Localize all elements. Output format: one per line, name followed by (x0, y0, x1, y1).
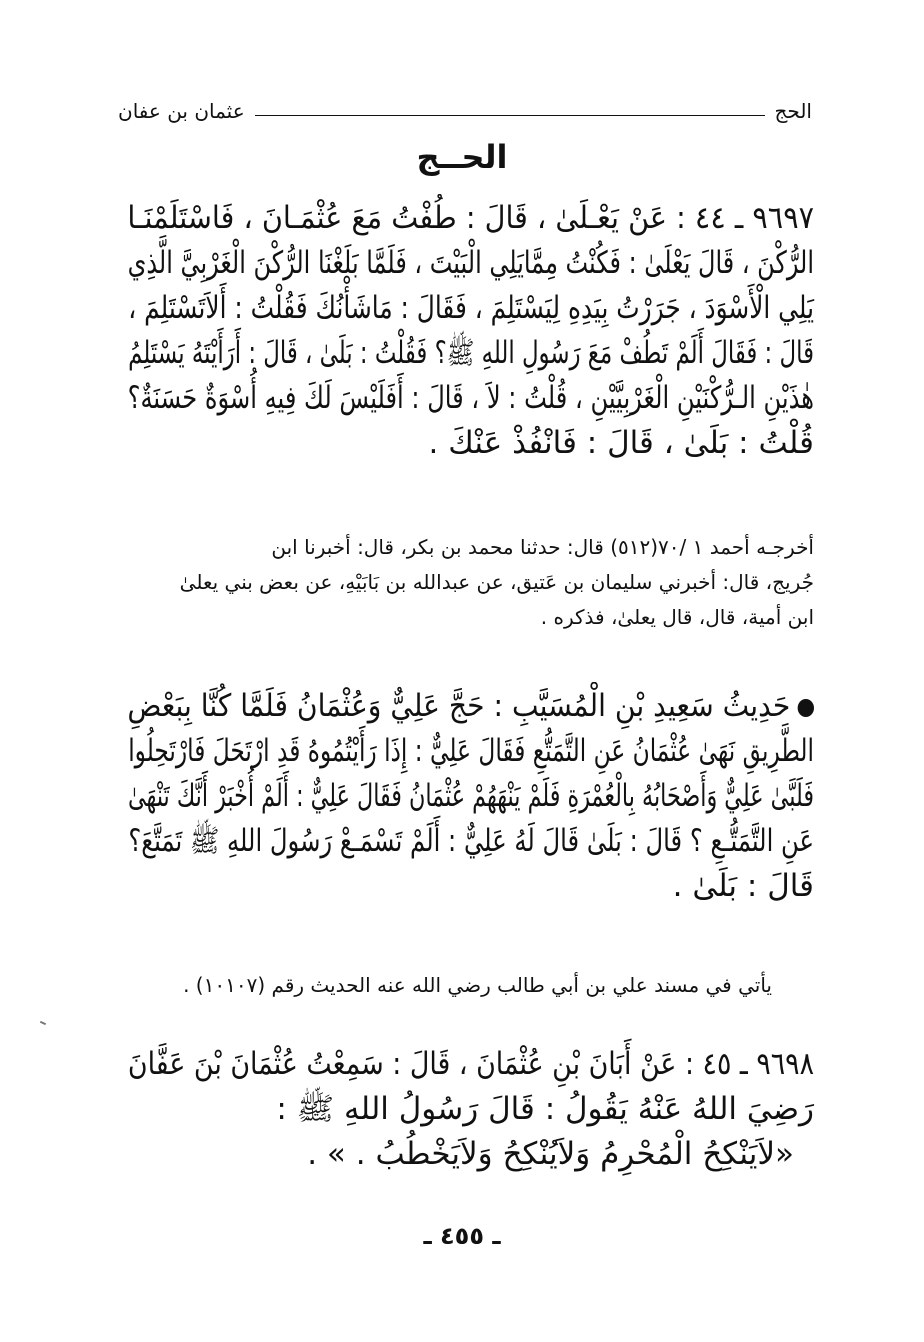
bullet-icon (798, 699, 814, 717)
chapter-title: الحــج (416, 138, 508, 176)
note-line: أخرجـه أحمد ١ /٧٠(٥١٢) قال: حدثنا محمد بن بكر، قال: أخبرنا ابن (271, 535, 814, 559)
hadith-line: الطَّرِيقِ نَهَىٰ عُثْمَانُ عَنِ التَّمَتُّعِ فَقَالَ عَلِيٌّ : إِذَا رَأَيْتُمُوهُ قَدِ ارْتَحَلَ فَارْتَحِلُوا (128, 733, 814, 769)
hadith-line-text: حَدِيثُ سَعِيدِ بْنِ الْمُسَيَّبِ : حَجَّ عَلِيٌّ وَعُثْمَانُ فَلَمَّا كُنَّا بِبَعْضِ (127, 688, 791, 724)
hadith-saeed (128, 684, 814, 909)
header-book-title: عثمان بن عفان (118, 99, 245, 123)
cross-reference-note (128, 968, 772, 1003)
takhrij-note (128, 530, 814, 635)
hadith-line: قَالَ : فَقَالَ أَلَمْ تَطُفْ مَعَ رَسُولِ اللهِ ﷺ؟ فَقُلْتُ : بَلَىٰ ، قَالَ : أَرَأَيْتَهُ يَسْتَلِمُ (128, 335, 814, 371)
hadith-line: «لاَيَنْكِحُ الْمُحْرِمُ وَلاَيُنْكِحُ وَلاَيَخْطُبُ . » . (307, 1136, 794, 1172)
hadith-line: قَالَ : بَلَىٰ . (672, 868, 814, 904)
hadith-line: ٩٦٩٨ ـ ٤٥ : عَنْ أَبَانَ بْنِ عُثْمَانَ ، قَالَ : سَمِعْتُ عُثْمَانَ بْنَ عَفَّانَ (127, 1046, 814, 1082)
hadith-line (127, 684, 814, 729)
header-section-title: الحج (774, 99, 812, 123)
hadith-line: قُلْتُ : بَلَىٰ ، قَالَ : فَانْفُذْ عَنْكَ . (428, 425, 814, 461)
hadith-9698 (128, 1042, 814, 1177)
hadith-line: الرُّكْنَ ، قَالَ يَعْلَىٰ : فَكُنْتُ مِمَّايَلِي الْبَيْتَ ، فَلَمَّا بَلَغْنَا الرُّكْنَ الْغَرْبِيَّ الَّذِي (127, 245, 814, 281)
hadith-line: رَضِيَ اللهُ عَنْهُ يَقُولُ : قَالَ رَسُولُ اللهِ ﷺ : (276, 1091, 814, 1127)
header-rule (255, 115, 765, 116)
note-line: ابن أمية، قال، قال يعلىٰ، فذكره . (540, 605, 814, 629)
hadith-line: هٰذَيْنِ الـرُّكْنَيْنِ الْغَرْبِيَّيْنِ ، قُلْتُ : لاَ ، قَالَ : أَفَلَيْسَ لَكَ فِيهِ أُسْوَةٌ حَسَنَةٌ؟ (127, 380, 815, 416)
hadith-9697 (128, 196, 814, 466)
note-line: جُريج، قال: أخبرني سليمان بن عَتيق، عن عبدالله بن بَابَيْهِ، عن بعض بني يعلىٰ (179, 570, 814, 594)
hadith-line: يَلِي الْأَسْوَدَ ، جَرَرْتُ بِيَدِهِ لِيَسْتَلِمَ ، فَقَالَ : مَاشَأْنُكَ فَقُلْتُ : أَلاَتَسْتَلِمَ ، (128, 290, 814, 326)
hadith-line: فَلَبَّىٰ عَلِيٌّ وَأَصْحَابُهُ بِالْعُمْرَةِ فَلَمْ يَنْهَهُمْ عُثْمَانُ فَقَالَ عَلِيٌّ : أَلَمْ أُخْبَرْ أَنَّكَ تَنْهَىٰ (127, 778, 815, 814)
hadith-line: ٩٦٩٧ ـ ٤٤ : عَنْ يَعْـلَىٰ ، قَالَ : طُفْتُ مَعَ عُثْمَـانَ ، فَاسْتَلَمْنَـا (127, 200, 814, 236)
running-header (118, 96, 812, 126)
page-number: ـ ٤٥٥ ـ (423, 1222, 501, 1250)
hadith-line: عَنِ التَّمَتُّـعِ ؟ قَالَ : بَلَىٰ قَالَ لَهُ عَلِيٌّ : أَلَمْ تَسْمَـعْ رَسُولَ اللهِ ﷺ تَمَتَّعَ؟ (128, 823, 814, 859)
note-line: يأتي في مسند علي بن أبي طالب رضي الله عنه الحديث رقم (١٠١٠٧) . (183, 973, 772, 997)
scan-mark (40, 1021, 46, 1025)
